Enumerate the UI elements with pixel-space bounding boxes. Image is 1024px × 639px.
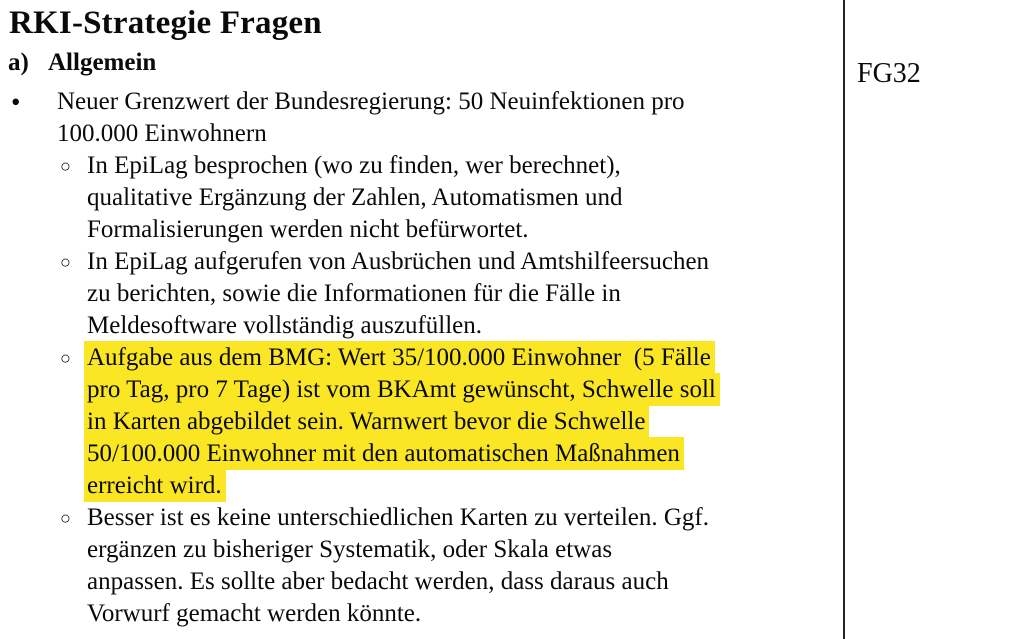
text-line: anpassen. Es sollte aber bedacht werden, dass daraus auch <box>87 568 669 595</box>
text-line: zu berichten, sowie die Informationen für die Fälle in <box>87 280 621 307</box>
bullet-text <box>57 86 685 150</box>
text-line: Meldesoftware vollständig auszufüllen. <box>87 312 483 339</box>
bullet-text <box>87 342 720 502</box>
circle-bullet-marker: ○ <box>60 252 71 272</box>
sub-bullet-item <box>0 150 843 246</box>
sub-bullet-item <box>0 502 843 630</box>
bullet-text <box>87 150 623 246</box>
text-line: qualitative Ergänzung der Zahlen, Automatismen und <box>87 184 623 211</box>
highlighted-text-line: Aufgabe aus dem BMG: Wert 35/100.000 Einwohner (5 Fälle <box>84 341 715 374</box>
page-title: RKI-Strategie Fragen <box>9 5 322 41</box>
text-line: ergänzen zu bisheriger Systematik, oder Skala etwas <box>87 536 613 563</box>
section-title: Allgemein <box>48 49 157 76</box>
bullet-item <box>0 86 843 150</box>
circle-bullet-marker: ○ <box>60 348 71 368</box>
text-line: Vorwurf gemacht werden könnte. <box>87 600 422 627</box>
bullet-text <box>87 502 709 630</box>
circle-bullet-marker: ○ <box>60 508 71 528</box>
sub-bullet-item-highlighted <box>0 342 843 502</box>
highlighted-text-line: erreicht wird. <box>84 469 226 502</box>
text-line: Besser ist es keine unterschiedlichen Karten zu verteilen. Ggf. <box>87 504 709 531</box>
text-line: In EpiLag besprochen (wo zu finden, wer berechnet), <box>87 152 621 179</box>
highlighted-text-line: in Karten abgebildet sein. Warnwert bevor die Schwelle <box>84 405 649 438</box>
text-line: In EpiLag aufgerufen von Ausbrüchen und Amtshilfeersuchen <box>87 248 710 275</box>
section-heading <box>8 48 843 78</box>
highlighted-text-line: pro Tag, pro 7 Tage) ist vom BKAmt gewünscht, Schwelle soll <box>84 373 720 406</box>
margin-note: FG32 <box>857 58 921 89</box>
highlighted-text-line: 50/100.000 Einwohner mit den automatischen Maßnahmen <box>84 437 684 470</box>
disc-bullet-marker: • <box>11 87 21 117</box>
text-line: 100.000 Einwohnern <box>57 120 267 147</box>
text-line: Formalisierungen werden nicht befürwortet. <box>87 216 529 243</box>
sub-bullet-item <box>0 246 843 342</box>
bullet-list <box>0 86 843 630</box>
bullet-text <box>87 246 709 342</box>
section-label: a) <box>8 49 29 76</box>
table-column-divider <box>843 0 845 639</box>
text-line: Neuer Grenzwert der Bundesregierung: 50 Neuinfektionen pro <box>57 88 685 115</box>
circle-bullet-marker: ○ <box>60 156 71 176</box>
